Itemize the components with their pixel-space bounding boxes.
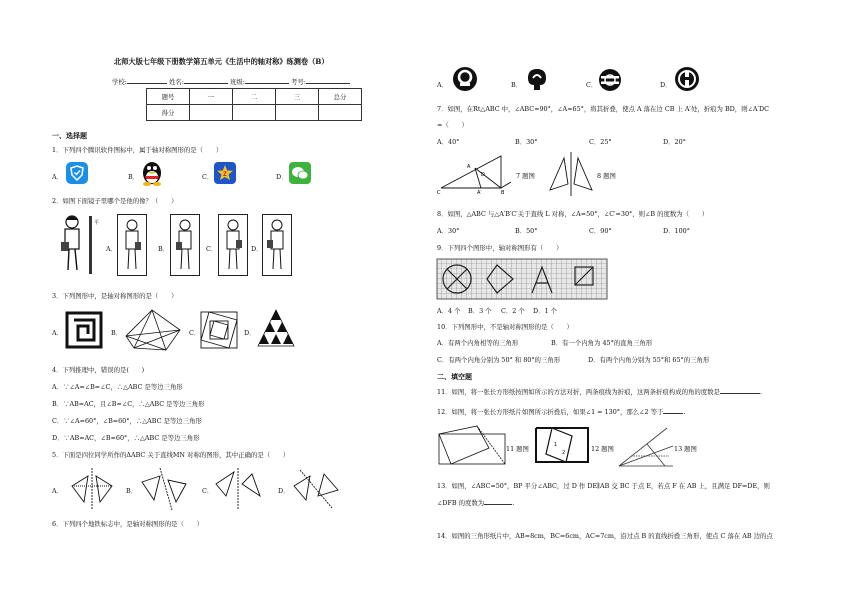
question-8: 8．如图，△ABC 与△A′B′C′关于直线 L 对称，∠A=50°，∠C′=30°，则∠B 的度数为（ ） [437, 210, 709, 218]
question-13-cont: ∠DFB 的度数为 . [437, 499, 515, 507]
answer-blank[interactable] [720, 393, 760, 394]
class-label: 班级: [229, 78, 245, 86]
svg-text:平: 平 [94, 220, 100, 226]
option-b-text[interactable]: B．50° [515, 227, 538, 235]
option-a-text[interactable]: A．4 个 [437, 307, 461, 315]
option-d-label: D． [251, 245, 263, 253]
answer-blank[interactable] [663, 413, 683, 414]
svg-text:A: A [467, 164, 471, 170]
score-table-score-row [147, 105, 362, 121]
option-c-label: C． [202, 173, 214, 181]
penguin-app-icon[interactable] [140, 160, 164, 186]
question-7-cont: =（ ） [437, 121, 468, 129]
question-9: 9．下列四个图形中，轴对称图形有（ ） [437, 244, 563, 252]
fold-triangle-figure-7 [437, 150, 517, 196]
question-7: 7．如图，在Rt△ABC 中，∠ABC=90°，∠A=65°，将其折叠，使点 A 落在边 CB 上 A′处，折痕为 BD，则∠A′DC [437, 105, 769, 113]
section-heading-choice: 一、选择题 [52, 131, 87, 140]
question-13: 13．如图，∠ABC=50°，BP 平分∠ABC，过 D 作 DE∥AB 交 BC 于点 E，若点 F 在 AB 上，且满足 DF=DE，则 [437, 482, 770, 490]
page-title: 北师大版七年级下册数学第五单元《生活中的轴对称》练测卷（B） [114, 57, 329, 66]
question-5: 5．下面是四位同学所作的ΔABC 关于直线MN 对称的图形，其中正确的是（ ） [52, 451, 290, 459]
shield-app-icon[interactable] [66, 162, 88, 184]
svg-text:Z: Z [223, 172, 227, 178]
question-1: 1．下列四个腾讯软件图标中，属于轴对称图形的是（ ） [52, 146, 223, 154]
symmetric-triangles-figure-8 [546, 150, 596, 198]
figure-8-caption: 8 题图 [597, 172, 616, 180]
answer-blank[interactable] [484, 504, 512, 505]
option-d-text[interactable]: D．∵AB=AC，∠B=60°，∴△ABC 是等边三角形 [52, 434, 200, 442]
option-b-label: B． [158, 245, 170, 253]
student-id-label: 考号: [290, 78, 306, 86]
option-b-label: B． [126, 487, 138, 495]
score-cell: 二 [233, 89, 276, 105]
score-cell[interactable] [233, 105, 276, 121]
question-4: 4．下列推理中，错误的是( ) [52, 366, 145, 374]
mirror-image-d[interactable] [262, 214, 292, 276]
score-cell[interactable] [276, 105, 319, 121]
option-a-label: A． [106, 245, 118, 253]
option-d-label: D． [276, 173, 288, 181]
reflection-figure-c[interactable] [212, 466, 264, 512]
option-a-text[interactable]: A．有两个内角相等的三角形 [437, 339, 519, 347]
option-b-label: B． [511, 81, 523, 89]
option-d-label: D． [278, 487, 290, 495]
folded-rectangle-figure-11 [437, 424, 509, 468]
option-c-text[interactable]: C．∵∠A=60°，∠B=60°，∴△ABC 是等边三角形 [52, 417, 202, 425]
name-label: 姓名: [168, 78, 184, 86]
option-c-text[interactable]: C．有两个内角分别为 50° 和 80°的三角形 [437, 356, 561, 364]
score-cell: 得分 [147, 105, 190, 121]
figure-12-caption: 12 题图 [591, 445, 614, 453]
question-12: 12．如图，将一张长方形纸片如图所示折叠后，如果∠1 = 130°，那么∠2 等于 . [437, 408, 686, 416]
figure-13-caption: 13 题图 [674, 445, 697, 453]
option-c-label: C． [189, 329, 201, 337]
option-d-label: D． [660, 81, 672, 89]
score-cell: 一 [190, 89, 233, 105]
option-b-text[interactable]: B．∵AB=AC，且∠B=∠C，∴△ABC 是等边三角形 [52, 400, 205, 408]
nested-squares-figure[interactable] [199, 310, 239, 350]
score-cell: 三 [276, 89, 319, 105]
option-d-text[interactable]: D．100° [663, 227, 690, 235]
option-c-text[interactable]: C．90° [589, 227, 612, 235]
option-c-label: C． [206, 245, 218, 253]
option-c-text[interactable]: C．25° [589, 138, 612, 146]
svg-text:1: 1 [554, 442, 558, 448]
svg-text:2: 2 [562, 450, 566, 456]
option-d-text[interactable]: D．1 个 [533, 307, 558, 315]
option-b-text[interactable]: B．30° [515, 138, 538, 146]
question-2: 2．如图下面镜子里哪个是他的像？（ ） [52, 197, 178, 205]
option-d-text[interactable]: D．有两个内角分别为 55°和 65°的三角形 [588, 356, 710, 364]
svg-text:A′: A′ [477, 190, 482, 196]
reflection-figure-d[interactable] [290, 466, 342, 512]
score-cell: 题号 [147, 89, 190, 105]
option-a-label: A． [437, 81, 449, 89]
grid-patterns-figure [437, 259, 607, 299]
mirror-image-c[interactable] [218, 214, 248, 276]
question-13-text: ∠DFB 的度数为 [437, 499, 485, 507]
svg-text:B: B [501, 190, 505, 196]
question-3: 3．下列图形中，是轴对称图形的是（ ） [52, 292, 178, 300]
score-table [146, 88, 362, 121]
svg-text:C: C [437, 190, 441, 196]
question-11: 11．如图，将一张长方形纸按图如所示的方法对折，两条痕线为折痕，这两条折痕构成的角的度数是 . [437, 388, 762, 396]
boy-with-mirror-figure [56, 212, 100, 278]
option-b-label: B． [111, 329, 123, 337]
subway-logo-b[interactable] [524, 66, 550, 92]
option-b-text[interactable]: B．有一个内角为 45°的直角三角形 [551, 339, 653, 347]
question-14: 14．如图的三角形纸片中，AB=8cm，BC=6cm，AC=7cm，沿过点 B 的直线折叠三角形，使点 C 落在 AB 边的点 [437, 532, 773, 540]
reflection-figure-a[interactable] [66, 466, 118, 512]
question-10: 10．下列图形中，不是轴对称图形的是（ ） [437, 323, 573, 331]
option-a-label: A． [52, 329, 64, 337]
mirror-image-a[interactable] [117, 214, 147, 276]
option-c-text[interactable]: C．2 个 [501, 307, 525, 315]
student-info-line [112, 78, 350, 86]
sierpinski-triangle-figure[interactable] [256, 308, 296, 352]
option-c-label: C． [586, 81, 598, 89]
option-c-label: C． [202, 487, 214, 495]
option-b-text[interactable]: B．3 个 [468, 307, 492, 315]
question-12-text: 12．如图，将一张长方形纸片如图所示折叠后，如果∠1 = 130°，那么∠2 等于 [437, 408, 664, 416]
angle-bisector-figure-13 [617, 424, 675, 470]
polygon-star-figure[interactable] [122, 308, 184, 352]
reflection-figure-b[interactable] [138, 466, 190, 512]
option-d-text[interactable]: D．20° [663, 138, 686, 146]
score-cell[interactable] [190, 105, 233, 121]
option-a-label: A． [52, 173, 64, 181]
question-11-text: 11．如图，将一张长方形纸按图如所示的方法对折，两条痕线为折痕，这两条折痕构成的角的度数是 [437, 388, 720, 396]
figure-7-caption: 7 题图 [516, 172, 535, 180]
option-a-label: A． [52, 487, 64, 495]
option-d-label: D． [244, 329, 256, 337]
maze-pattern-figure[interactable] [66, 312, 102, 348]
mirror-image-b[interactable] [170, 214, 200, 276]
option-a-text[interactable]: A．∵∠A=∠B=∠C，∴△ABC 是等边三角形 [52, 383, 183, 391]
chat-app-icon[interactable] [289, 162, 311, 184]
subway-logo-c[interactable] [598, 68, 622, 92]
score-cell: 总分 [319, 89, 362, 105]
option-a-text[interactable]: A．30° [437, 227, 460, 235]
star-app-icon[interactable] [214, 162, 236, 184]
subway-logo-d[interactable] [674, 66, 700, 92]
option-a-text[interactable]: A．40° [437, 138, 460, 146]
option-b-label: B． [128, 173, 140, 181]
school-label: 学校: [112, 78, 127, 86]
section-heading-fill-in: 二、填空题 [437, 372, 472, 381]
figure-11-caption: 11 题图 [506, 445, 529, 453]
score-cell[interactable] [319, 105, 362, 121]
question-6: 6．下列四个地铁标志中，是轴对称图形的是（ ） [52, 520, 204, 528]
svg-text:D: D [481, 172, 485, 178]
subway-logo-a[interactable] [452, 66, 478, 92]
score-table-header-row [147, 89, 362, 105]
folded-strip-figure-12 [532, 422, 592, 470]
